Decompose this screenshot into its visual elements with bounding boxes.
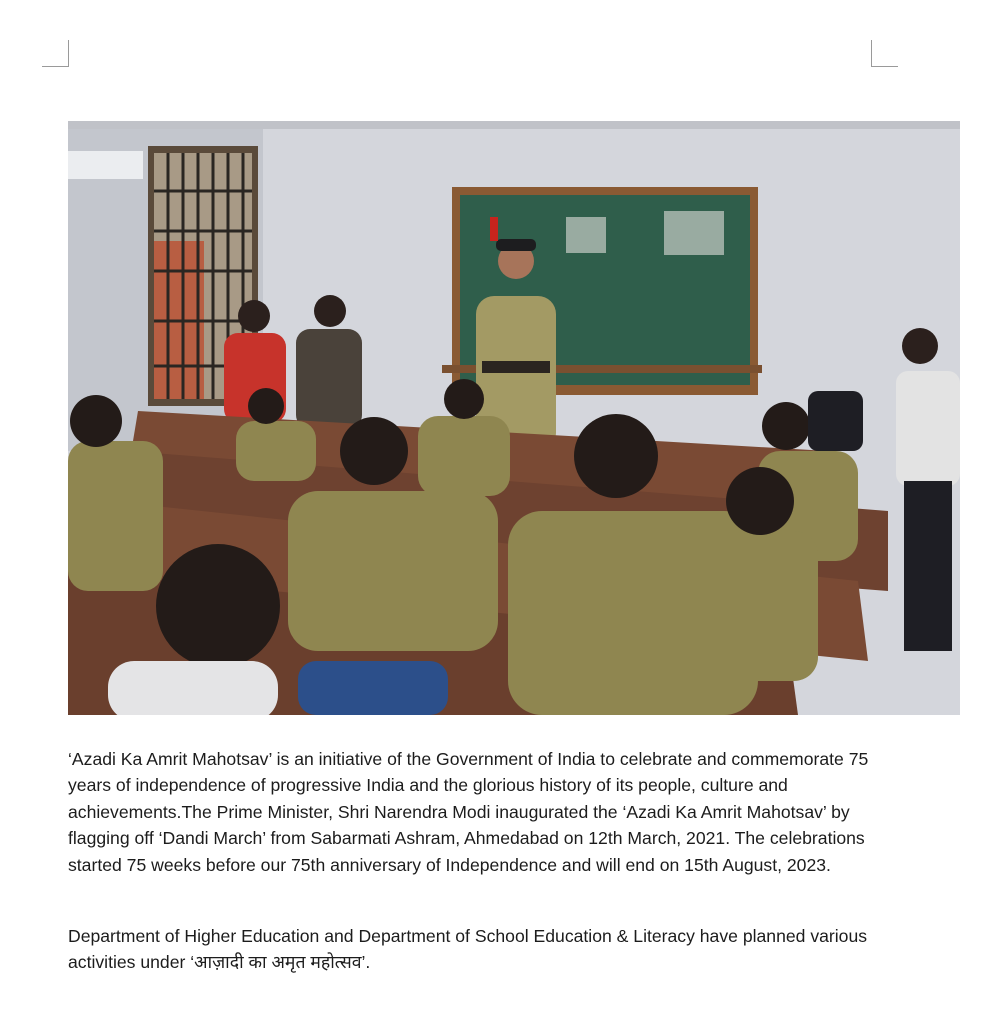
student-foreground bbox=[108, 661, 278, 715]
cadet-seated bbox=[68, 441, 163, 591]
page-corner-mark-top-right bbox=[871, 40, 898, 67]
student-striped-top bbox=[896, 328, 960, 651]
school-bag bbox=[298, 661, 448, 715]
body-paragraph-2: Department of Higher Education and Department of School Education & Literacy have planned various activities under ‘आज़ादी का अमृत महोत्सव’. bbox=[68, 926, 868, 973]
cadet-seated bbox=[418, 416, 510, 496]
backpack bbox=[808, 391, 863, 451]
cadet-seated bbox=[236, 421, 316, 481]
page-corner-mark-top-left bbox=[42, 40, 69, 67]
tube-light bbox=[68, 151, 143, 179]
classroom-illustration bbox=[68, 121, 960, 715]
body-paragraph-1: ‘Azadi Ka Amrit Mahotsav’ is an initiative of the Government of India to celebrate and commemorate 75 years of independence of progressive India and the glorious history of its people, culture and achievements.The Prime Minister, Shri Narendra Modi inaugurated the ‘Azadi Ka Amrit Mahotsav’ by flagging off ‘Dandi March’ from Sabarmati Ashram, Ahmedabad on 12th March, 2021. The celebrations started 75 weeks before our 75th anniversary of Independence and will end on 15th August, 2023. bbox=[68, 749, 869, 875]
classroom-photo bbox=[68, 121, 960, 715]
cadet-seated bbox=[288, 491, 498, 651]
cadet-seated bbox=[508, 511, 758, 715]
